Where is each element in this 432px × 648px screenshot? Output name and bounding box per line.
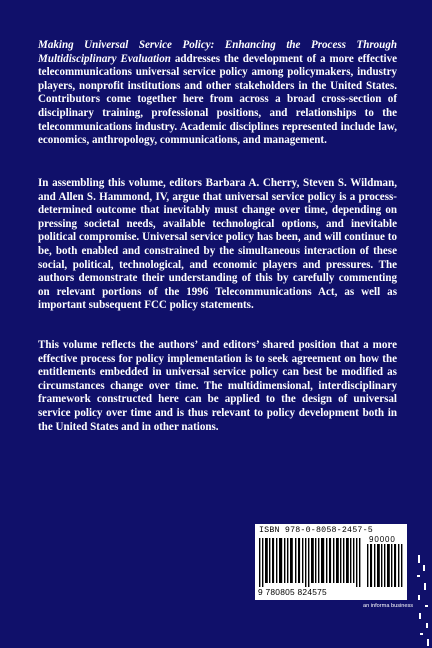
publisher-logo-icon — [414, 555, 432, 648]
publisher-tagline: an informa business — [363, 603, 414, 609]
description-text-1: addresses the development of a more effective telecommunications universal service policy among policymakers, industry players, nonprofit institutions and other stakeholders in the United States. Contributors come together here from across a broad cross-section of disciplinary training, professional positions, and relationships to the telecommunications industry. Academic disciplines represented include law, economics, anthropology, communications, and management. — [38, 52, 397, 147]
description-paragraph-1 — [38, 39, 397, 148]
isbn-label: ISBN 978-0-8058-2457-5 — [259, 526, 373, 535]
addon-barcode-icon — [367, 544, 403, 587]
book-title: Making Universal Service Policy: Enhancing the Process Through Multidisciplinary Evaluation — [38, 39, 397, 65]
description-paragraph-2: In assembling this volume, editors Barbara A. Cherry, Steven S. Wildman, and Allen S. Hammond, IV, argue that universal service policy is a process-determined outcome that inevitably must change over time, depending on pressing societal needs, available technological options, and inevitable political compromise. Universal service policy has been, and will continue to be, both enabled and constrained by the simultaneous interaction of these social, political, technological, and economic players and pressures. The authors demonstrate their understanding of this by carefully commenting on relevant portions of the 1996 Telecommunications Act, as well as important subsequent FCC policy statements. — [38, 177, 397, 312]
price-addon-digits: 90000 — [369, 535, 396, 544]
description-paragraph-3: This volume reflects the authors’ and editors’ shared position that a more effective process for policy implementation is to seek agreement on how the entitlements embedded in universal service policy can best be modified as circumstances change over time. The multidimensional, interdisciplinary framework constructed here can be applied to the design of universal service policy over time and is thus relevant to policy development both in the United States and in other nations. — [38, 339, 397, 433]
barcode-icon — [259, 538, 363, 587]
barcode-box — [255, 524, 407, 600]
barcode-digits: 9 780805 824575 — [258, 587, 327, 597]
